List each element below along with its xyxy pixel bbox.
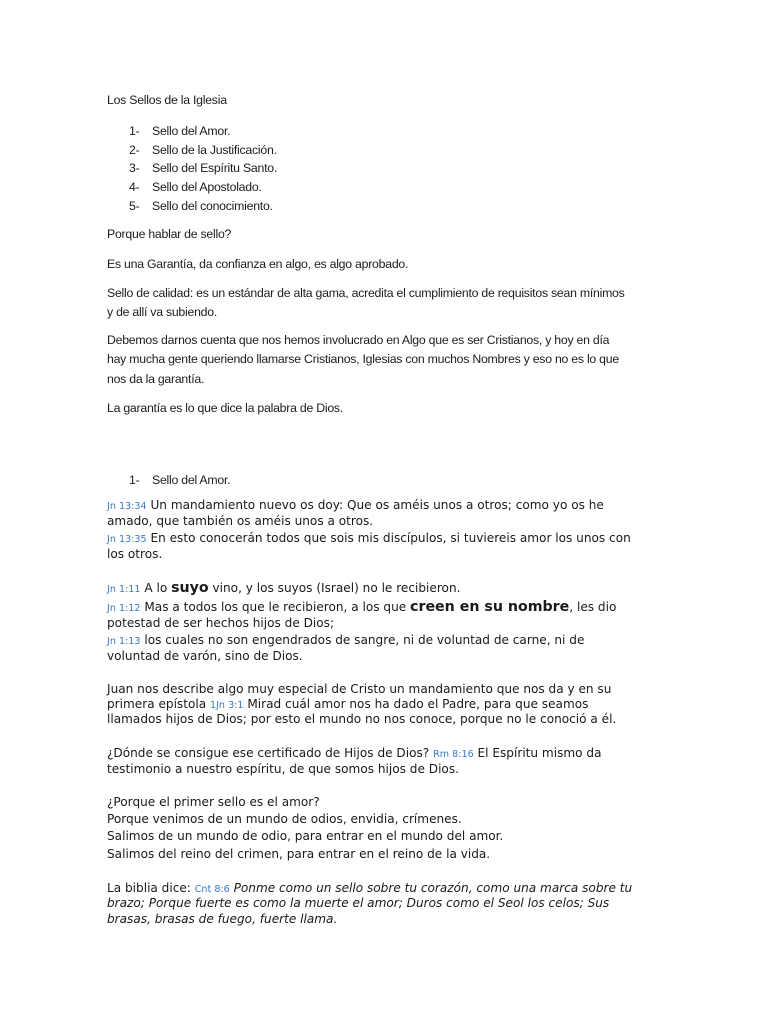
list-item — [107, 177, 507, 197]
list-label: Sello del Espíritu Santo. — [152, 161, 277, 175]
list-number: 1- — [129, 124, 140, 138]
section-heading — [107, 470, 507, 490]
verse-text: ¿Dónde se consigue ese certificado de Hijos de Dios? — [107, 746, 434, 760]
verse-text: En esto conocerán todos que sois mis discípulos, si tuviereis amor los unos con — [146, 531, 631, 545]
verse-line: voluntad de varón, sino de Dios. — [107, 649, 303, 663]
verse-text: Mas a todos los que le recibieron, a los que — [140, 600, 411, 614]
debemos-line-2: hay mucha gente queriendo llamarse Cristianos, Iglesias con muchos Nombres y eso no es lo que — [107, 352, 619, 366]
juan-line-3: llamados hijos de Dios; por esto el mundo no nos conoce, porque no le conoció a él. — [107, 712, 617, 726]
list-label: Sello de la Justificación. — [152, 143, 277, 157]
palabra-paragraph: La garantía es lo que dice la palabra de Dios. — [107, 401, 343, 415]
verse-reference-link[interactable]: Jn 13:34 — [107, 501, 147, 512]
debemos-line-3: nos da la garantía. — [107, 372, 205, 386]
verse-reference-link[interactable]: Jn 1:12 — [107, 603, 141, 614]
list-item — [107, 196, 507, 216]
section-heading-label: Sello del Amor. — [152, 473, 231, 487]
verse-text: primera epístola — [107, 697, 210, 711]
list-number: 3- — [129, 161, 140, 175]
verse-line — [107, 530, 631, 549]
list-item — [107, 140, 507, 160]
verse-reference-link[interactable]: Rm 8:16 — [433, 749, 474, 760]
list-item — [107, 121, 507, 141]
juan-line-1: Juan nos describe algo muy especial de Cristo un mandamiento que nos da y en su — [107, 682, 612, 696]
porque-line-2: Porque venimos de un mundo de odios, envidia, crímenes. — [107, 812, 462, 826]
question-paragraph: Porque hablar de sello? — [107, 227, 232, 241]
list-label: Sello del Apostolado. — [152, 180, 262, 194]
verse-text: Un mandamiento nuevo os doy: Que os améis unos a otros; como yo os he — [146, 498, 604, 512]
verse-reference-link[interactable]: Jn 1:13 — [107, 636, 141, 647]
verse-reference-link[interactable]: 1Jn 3:1 — [210, 700, 244, 711]
donde-line-2: testimonio a nuestro espíritu, de que somos hijos de Dios. — [107, 762, 459, 776]
verse-text: Mirad cuál amor nos ha dado el Padre, para que seamos — [243, 697, 589, 711]
verse-reference-link[interactable]: Jn 13:35 — [107, 534, 147, 545]
verse-text: Ponme como un sello sobre tu corazón, como una marca sobre tu — [229, 881, 633, 895]
verse-line — [107, 580, 460, 599]
list-label: Sello del conocimiento. — [152, 199, 273, 213]
porque-line-3: Salimos de un mundo de odio, para entrar en el mundo del amor. — [107, 829, 504, 843]
list-number: 5- — [129, 199, 140, 213]
verse-text: El Espíritu mismo da — [473, 746, 602, 760]
list-item — [107, 158, 507, 178]
emphasis-text: creen en su nombre — [410, 599, 570, 615]
debemos-line-1: Debemos darnos cuenta que nos hemos involucrado en Algo que es ser Cristianos, y hoy en día — [107, 333, 610, 347]
calidad-line-1: Sello de calidad: es un estándar de alta gama, acredita el cumplimiento de requisitos sean mínimos — [107, 286, 625, 300]
porque-line-4: Salimos del reino del crimen, para entrar en el reino de la vida. — [107, 847, 491, 861]
verse-line: amado, que también os améis unos a otros. — [107, 514, 374, 528]
biblia-line-3: brasas, brasas de fuego, fuerte llama. — [107, 912, 338, 926]
section-heading-number: 1- — [129, 473, 140, 487]
verse-text: vino, y los suyos (Israel) no le recibieron. — [208, 581, 461, 595]
biblia-line-2: brazo; Porque fuerte es como la muerte el amor; Duros como el Seol los celos; Sus — [107, 896, 610, 910]
calidad-line-2: y de allí va subiendo. — [107, 305, 218, 319]
verse-line: potestad de ser hechos hijos de Dios; — [107, 616, 335, 630]
verse-reference-link[interactable]: Jn 1:11 — [107, 584, 141, 595]
list-label: Sello del Amor. — [152, 124, 231, 138]
emphasis-text: suyo — [171, 580, 209, 596]
verse-text: , les dio — [569, 600, 617, 614]
verse-text: A lo — [140, 581, 172, 595]
verse-reference-link[interactable]: Cnt 8:6 — [194, 884, 230, 895]
porque-line-1: ¿Porque el primer sello es el amor? — [107, 795, 320, 809]
verse-text: los cuales no son engendrados de sangre, ni de voluntad de carne, ni de — [140, 633, 585, 647]
document-title: Los Sellos de la Iglesia — [107, 93, 227, 107]
verse-text: La biblia dice: — [107, 881, 195, 895]
list-number: 2- — [129, 143, 140, 157]
verse-line: los otros. — [107, 547, 163, 561]
list-number: 4- — [129, 180, 140, 194]
garantia-paragraph: Es una Garantía, da confianza en algo, es algo aprobado. — [107, 257, 409, 271]
